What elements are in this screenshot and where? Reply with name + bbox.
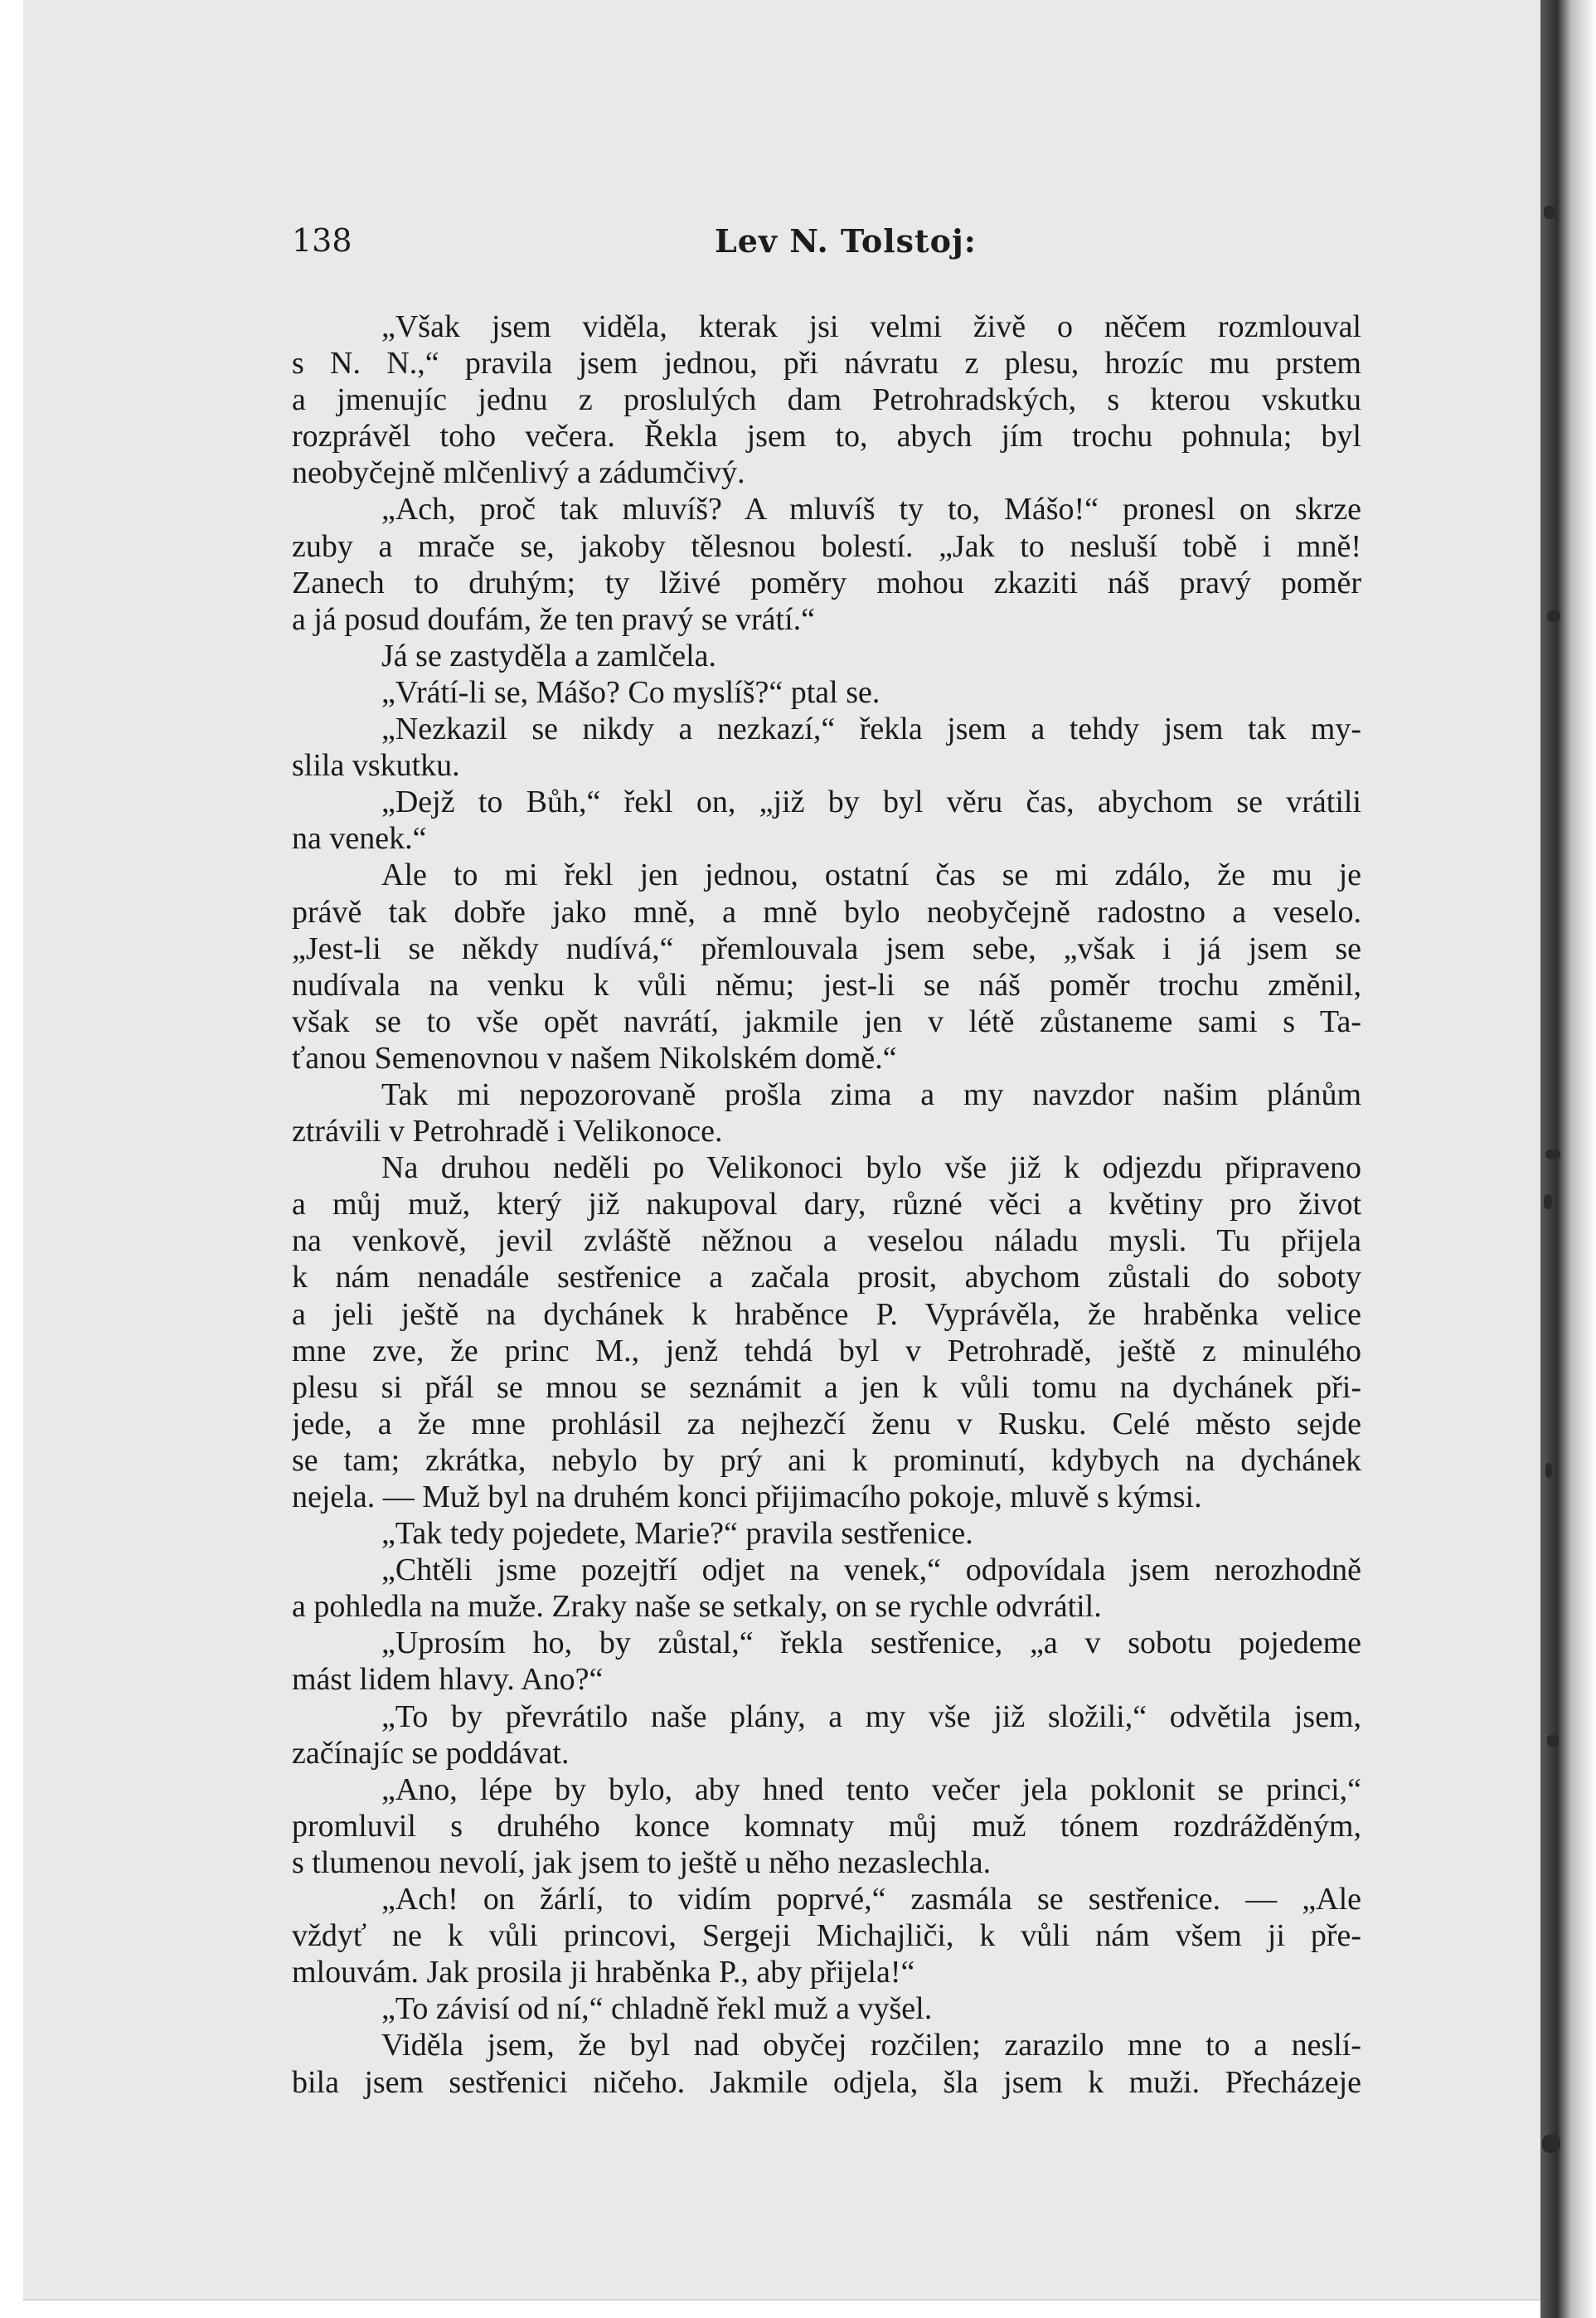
text-line: Viděla jsem, že byl nad obyčej rozčilen; zarazilo mne to a neslí- [381,2028,1361,2063]
text-line: „Ach, proč tak mluvíš? A mluvíš ty to, Mášo!“ pronesl on skrze [381,492,1361,527]
text-line: „To by převrátilo naše plány, a my vše již složili,“ odvětila jsem, [381,1698,1361,1734]
spine-speck [1544,1194,1552,1209]
text-line: s tlumenou nevolí, jak jsem to ještě u něho nezaslechla. [292,1844,992,1880]
text-line: „Nezkazil se nikdy a nezkazí,“ řekla jsem a tehdy jsem tak my- [381,712,1361,747]
text-line: vždyť ne k vůli princovi, Sergeji Michajliči, k vůli nám všem ji pře- [292,1918,1361,1954]
spine-speck [1547,610,1560,622]
text-line: slila vskutku. [292,748,460,784]
text-line: zuby a mrače se, jakoby tělesnou bolestí. „Jak to nesluší tobě i mně! [292,528,1361,564]
text-line: na venkově, jevil zvláště něžnou a veselou náladu mysli. Tu přijela [292,1223,1361,1259]
text-line: mlouvám. Jak prosila ji hraběnka P., aby přijela!“ [292,1955,915,1990]
running-head [292,222,1358,272]
text-line: k nám nenadále sestřenice a začala prosit, abychom zůstali do soboty [292,1260,1361,1295]
text-line: „To závisí od ní,“ chladně řekl muž a vyšel. [381,1991,933,2027]
text-line: jede, a že mne prohlásil za nejhezčí ženu v Rusku. Celé město sejde [292,1406,1361,1441]
text-line: „Dejž to Bůh,“ řekl on, „již by byl věru čas, abychom se vrátili [381,785,1361,820]
text-line: Zanech to druhým; ty lživé poměry mohou zkaziti náš pravý poměr [292,565,1361,600]
text-line: Tak mi nepozorovaně prošla zima a my navzdor našim plánům [381,1076,1361,1112]
text-line: mást lidem hlavy. Ano?“ [292,1662,604,1698]
text-line: ťanou Semenovnou v našem Nikolském domě.“ [292,1040,897,1076]
text-line: „Však jsem viděla, kterak jsi velmi živě o něčem rozmlouval [381,309,1361,344]
text-line: „Vrátí-li se, Mášo? Co myslíš?“ ptal se. [381,674,880,710]
text-line: „Jest-li se někdy nudívá,“ přemlouvala jsem sebe, „však i já jsem se [292,931,1361,966]
spine-speck [1544,206,1555,219]
text-line: se tam; zkrátka, nebylo by prý ani k prominutí, kdybych na dychánek [292,1442,1361,1478]
text-line: a jeli ještě na dychánek k hraběnce P. Vyprávěla, že hraběnka velice [292,1296,1361,1332]
text-line: „Tak tedy pojedete, Marie?“ pravila sestřenice. [381,1516,973,1552]
text-line: rozprávěl toho večera. Řekla jsem to, abych jím trochu pohnula; byl [292,419,1361,454]
text-line: právě tak dobře jako mně, a mně bylo neobyčejně radostno a veselo. [292,894,1361,930]
text-line: na venek.“ [292,821,427,857]
text-line: nudívala na venku k vůli němu; jest-li se náš poměr trochu změnil, [292,967,1361,1003]
running-title: Lev N. Tolstoj: [715,222,977,260]
spine-speck [1542,2135,1560,2153]
text-line: ztrávili v Petrohradě i Velikonoce. [292,1114,723,1149]
text-line: začínajíc se poddávat. [292,1735,570,1771]
text-line: s N. N.,“ pravila jsem jednou, při návratu z plesu, hrozíc mu prstem [292,346,1361,381]
text-line: neobyčejně mlčenlivý a zádumčivý. [292,455,745,491]
text-line: a pohledla na muže. Zraky naše se setkaly, on se rychle odvrátil. [292,1589,1102,1625]
text-line: a můj muž, který již nakupoval dary, různé věci a květiny pro život [292,1187,1361,1222]
text-line: a jmenujíc jednu z proslulých dam Petrohradských, s kterou vskutku [292,382,1361,418]
text-line: „Ach! on žárlí, to vidím poprvé,“ zasmála se sestřenice. — „Ale [381,1882,1361,1917]
text-line: promluvil s druhého konce komnaty můj muž tónem rozdrážděným, [292,1808,1361,1844]
text-line: však se to vše opět navrátí, jakmile jen v létě zůstaneme sami s Ta- [292,1003,1361,1039]
text-line: nejela. — Muž byl na druhém konci přijimacího pokoje, mluvě s kýmsi. [292,1480,1202,1514]
text-line: bila jsem sestřenici ničeho. Jakmile odjela, šla jsem k muži. Přecházeje [292,2064,1361,2100]
text-line: „Ano, lépe by bylo, aby hned tento večer jela poklonit se princi,“ [381,1771,1361,1807]
text-line: a já posud doufám, že ten pravý se vrátí.“ [292,601,815,637]
text-line: Já se zastyděla a zamlčela. [381,638,717,673]
body-text [292,309,1361,2101]
spine-speck [1547,1735,1559,1747]
page-number: 138 [292,222,352,259]
text-line: „Uprosím ho, by zůstal,“ řekla sestřenice, „a v sobotu pojedeme [381,1626,1361,1661]
text-line: mne zve, že princ M., jenž tehdá byl v Petrohradě, ještě z minulého [292,1333,1361,1368]
text-line: plesu si přál se mnou se seznámit a jen k vůli tomu na dychánek při- [292,1369,1361,1405]
text-line: Na druhou neděli po Velikonoci bylo vše již k odjezdu připraveno [381,1150,1361,1186]
text-line: „Chtěli jsme pozejtří odjet na venek,“ odpovídala jsem nerozhodně [381,1553,1361,1588]
text-line: Ale to mi řekl jen jednou, ostatní čas se mi zdálo, že mu je [381,858,1361,893]
spine-speck [1545,1463,1552,1478]
spine-speck [1545,1149,1560,1159]
